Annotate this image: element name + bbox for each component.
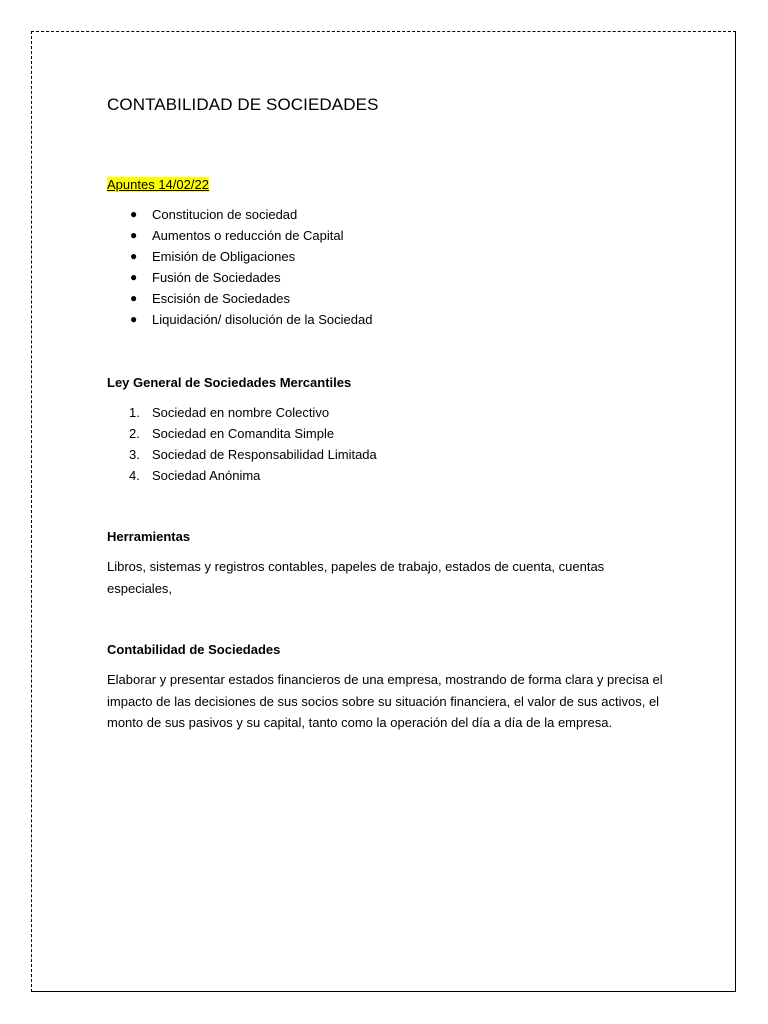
date-note: [107, 176, 667, 194]
topics-list: [107, 204, 667, 330]
tools-paragraph: Libros, sistemas y registros contables, papeles de trabajo, estados de cuenta, cuentas especiales,: [107, 559, 605, 596]
list-number: 4.: [129, 468, 140, 483]
bullet-icon: ●: [130, 270, 138, 284]
list-item: ● Escisión de Sociedades: [107, 288, 667, 309]
list-number: 1.: [129, 405, 140, 420]
accounting-paragraph: Elaborar y presentar estados financieros de una empresa, mostrando de forma clara y precisa el impacto de las decisiones de sus socios sobre su situación financiera, el valor de sus activos, el monto de sus pasivos y su capital, tanto como la operación del día a día de la empresa.: [107, 672, 663, 730]
law-heading: Ley General de Sociedades Mercantiles: [107, 375, 352, 390]
document-body: [107, 92, 667, 734]
list-item: ● Constitucion de sociedad: [107, 204, 667, 225]
list-item: ● Aumentos o reducción de Capital: [107, 225, 667, 246]
bullet-icon: ●: [130, 249, 138, 263]
bullet-icon: ●: [130, 291, 138, 305]
document-title: CONTABILIDAD DE SOCIEDADES: [107, 95, 379, 114]
list-item: ● Emisión de Obligaciones: [107, 246, 667, 267]
tools-heading: Herramientas: [107, 529, 191, 544]
list-item: 4. Sociedad Anónima: [107, 465, 667, 486]
list-item: 1. Sociedad en nombre Colectivo: [107, 402, 667, 423]
list-item: 2. Sociedad en Comandita Simple: [107, 423, 667, 444]
date-note-highlight: Apuntes 14/02/22: [107, 177, 209, 192]
list-number: 3.: [129, 447, 140, 462]
list-number: 2.: [129, 426, 140, 441]
law-list: [107, 402, 667, 486]
list-item: ● Fusión de Sociedades: [107, 267, 667, 288]
list-item: 3. Sociedad de Responsabilidad Limitada: [107, 444, 667, 465]
bullet-icon: ●: [130, 228, 138, 242]
accounting-heading: Contabilidad de Sociedades: [107, 642, 281, 657]
bullet-icon: ●: [130, 207, 138, 221]
list-item: ● Liquidación/ disolución de la Sociedad: [107, 309, 667, 330]
bullet-icon: ●: [130, 312, 138, 326]
